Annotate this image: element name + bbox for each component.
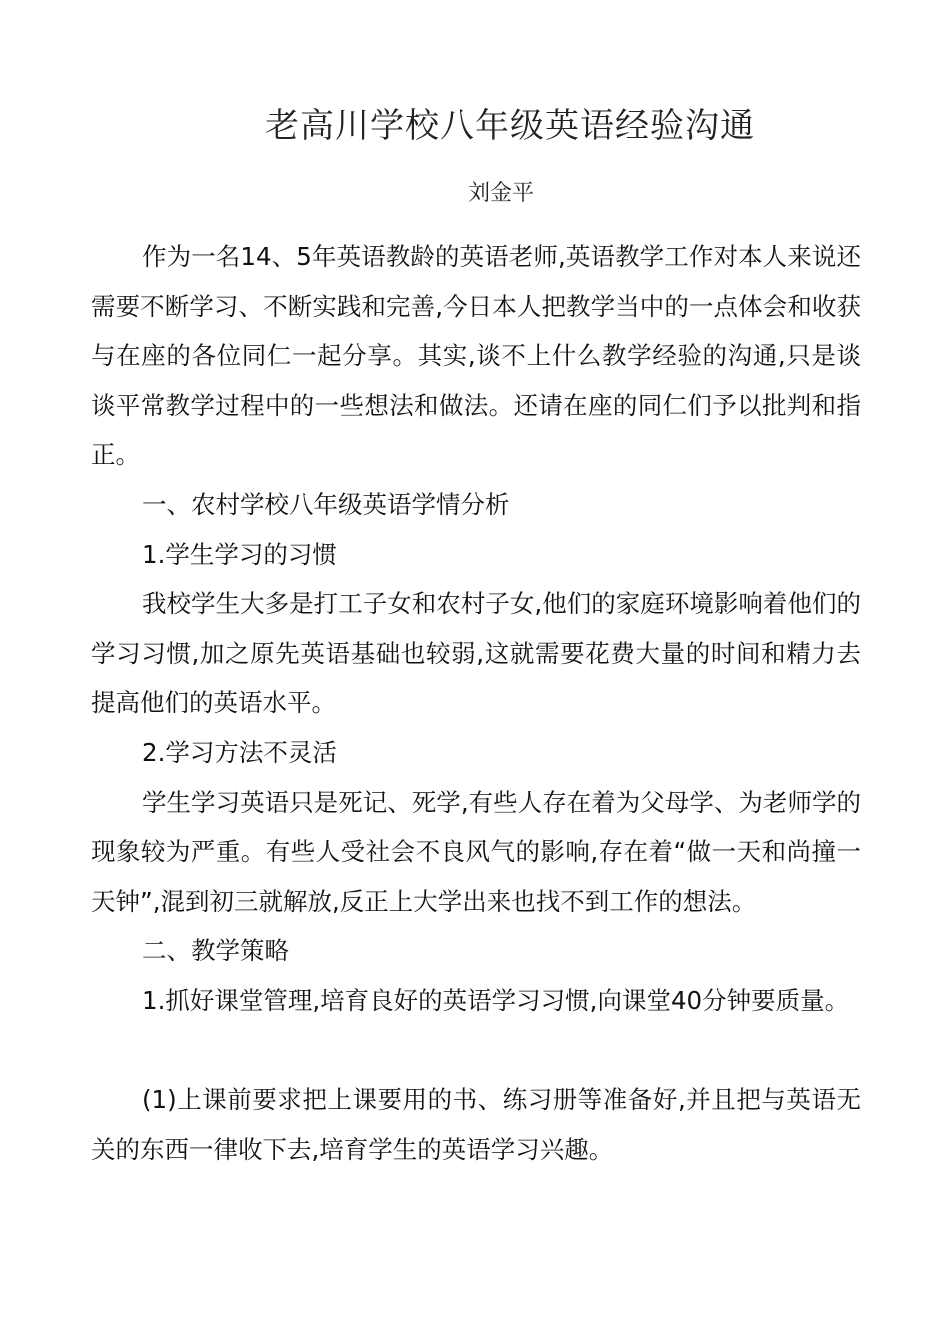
document-author: 刘金平 (467, 181, 534, 206)
document-body (91, 232, 861, 1174)
paragraph-item-1: (1)上课前要求把上课要用的书、练习册等准备好,并且把与英语无关的东西一律收下去,培育学生的英语学习兴趣。 (91, 1085, 861, 1164)
subsection-heading-1-1: 1.学生学习的习惯 (142, 539, 337, 569)
document-title: 老高川学校八年级英语经验沟通 (265, 106, 755, 146)
blank-line (91, 1026, 861, 1076)
intro-paragraph: 作为一名14、5年英语教龄的英语老师,英语教学工作对本人来说还需要不断学习、不断实践和完善,今日本人把教学当中的一点体会和收获与在座的各位同仁一起分享。其实,谈不上什么教学经验的沟通,只是谈谈平常教学过程中的一些想法和做法。还请在座的同仁们予以批判和指正。 (91, 242, 861, 470)
subsection-heading-2-1: 1.抓好课堂管理,培育良好的英语学习习惯,向课堂40分钟要质量。 (142, 985, 850, 1015)
section-heading-2: 二、教学策略 (142, 936, 289, 966)
section-heading-1: 一、农村学校八年级英语学情分析 (142, 489, 510, 519)
paragraph-study-habits: 我校学生大多是打工子女和农村子女,他们的家庭环境影响着他们的学习习惯,加之原先英语基础也较弱,这就需要花费大量的时间和精力去提高他们的英语水平。 (91, 589, 861, 718)
subsection-heading-1-2: 2.学习方法不灵活 (142, 737, 337, 767)
paragraph-study-methods: 学生学习英语只是死记、死学,有些人存在着为父母学、为老师学的现象较为严重。有些人受社会不良风气的影响,存在着“做一天和尚撞一天钟”,混到初三就解放,反正上大学出来也找不到工作的想法。 (91, 787, 861, 916)
